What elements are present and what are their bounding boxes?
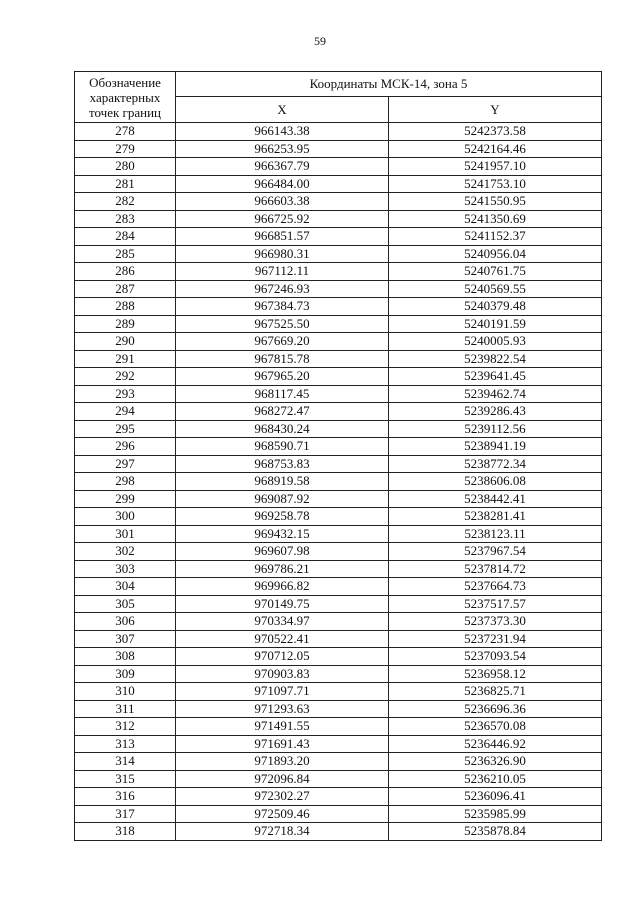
point-id-cell: 296 xyxy=(75,438,176,456)
table-row xyxy=(75,490,602,508)
x-coordinate-cell: 966367.79 xyxy=(176,158,389,176)
y-coordinate-cell: 5238941.19 xyxy=(389,438,602,456)
y-coordinate-cell: 5238442.41 xyxy=(389,490,602,508)
x-coordinate-cell: 970149.75 xyxy=(176,595,389,613)
table-row xyxy=(75,350,602,368)
table-row xyxy=(75,385,602,403)
table-row xyxy=(75,683,602,701)
x-coordinate-cell: 972096.84 xyxy=(176,770,389,788)
table-row xyxy=(75,403,602,421)
y-coordinate-cell: 5240761.75 xyxy=(389,263,602,281)
point-id-cell: 291 xyxy=(75,350,176,368)
x-coordinate-cell: 969432.15 xyxy=(176,525,389,543)
table-row xyxy=(75,700,602,718)
x-coordinate-cell: 970903.83 xyxy=(176,665,389,683)
table-row xyxy=(75,735,602,753)
table-row xyxy=(75,630,602,648)
point-id-cell: 310 xyxy=(75,683,176,701)
x-coordinate-cell: 966143.38 xyxy=(176,123,389,141)
x-coordinate-cell: 968919.58 xyxy=(176,473,389,491)
y-coordinate-cell: 5241753.10 xyxy=(389,175,602,193)
table-row xyxy=(75,175,602,193)
x-coordinate-cell: 971097.71 xyxy=(176,683,389,701)
table-row xyxy=(75,455,602,473)
point-id-cell: 313 xyxy=(75,735,176,753)
header-y: Y xyxy=(389,97,602,123)
y-coordinate-cell: 5238123.11 xyxy=(389,525,602,543)
x-coordinate-cell: 966980.31 xyxy=(176,245,389,263)
x-coordinate-cell: 966484.00 xyxy=(176,175,389,193)
y-coordinate-cell: 5236446.92 xyxy=(389,735,602,753)
header-point-name: Обозначение характерных точек границ xyxy=(75,72,176,123)
table-row xyxy=(75,473,602,491)
table-row xyxy=(75,315,602,333)
y-coordinate-cell: 5236958.12 xyxy=(389,665,602,683)
table-row xyxy=(75,438,602,456)
point-id-cell: 281 xyxy=(75,175,176,193)
x-coordinate-cell: 966725.92 xyxy=(176,210,389,228)
point-id-cell: 290 xyxy=(75,333,176,351)
point-id-cell: 295 xyxy=(75,420,176,438)
table-row xyxy=(75,228,602,246)
y-coordinate-cell: 5239641.45 xyxy=(389,368,602,386)
y-coordinate-cell: 5239112.56 xyxy=(389,420,602,438)
x-coordinate-cell: 970522.41 xyxy=(176,630,389,648)
y-coordinate-cell: 5237231.94 xyxy=(389,630,602,648)
y-coordinate-cell: 5240956.04 xyxy=(389,245,602,263)
table-row xyxy=(75,595,602,613)
point-id-cell: 302 xyxy=(75,543,176,561)
point-id-cell: 308 xyxy=(75,648,176,666)
x-coordinate-cell: 969786.21 xyxy=(176,560,389,578)
x-coordinate-cell: 969607.98 xyxy=(176,543,389,561)
coordinates-table xyxy=(74,71,602,841)
point-id-cell: 289 xyxy=(75,315,176,333)
y-coordinate-cell: 5237517.57 xyxy=(389,595,602,613)
point-id-cell: 284 xyxy=(75,228,176,246)
header-coordinates: Координаты МСК-14, зона 5 xyxy=(176,72,602,97)
x-coordinate-cell: 968272.47 xyxy=(176,403,389,421)
point-id-cell: 280 xyxy=(75,158,176,176)
point-id-cell: 307 xyxy=(75,630,176,648)
y-coordinate-cell: 5241957.10 xyxy=(389,158,602,176)
point-id-cell: 301 xyxy=(75,525,176,543)
x-coordinate-cell: 968590.71 xyxy=(176,438,389,456)
x-coordinate-cell: 967112.11 xyxy=(176,263,389,281)
table-row xyxy=(75,805,602,823)
y-coordinate-cell: 5237967.54 xyxy=(389,543,602,561)
x-coordinate-cell: 967246.93 xyxy=(176,280,389,298)
table-row xyxy=(75,333,602,351)
table-row xyxy=(75,158,602,176)
table-row xyxy=(75,210,602,228)
y-coordinate-cell: 5236696.36 xyxy=(389,700,602,718)
table-row xyxy=(75,578,602,596)
point-id-cell: 303 xyxy=(75,560,176,578)
x-coordinate-cell: 972509.46 xyxy=(176,805,389,823)
point-id-cell: 317 xyxy=(75,805,176,823)
point-id-cell: 278 xyxy=(75,123,176,141)
table-body xyxy=(75,123,602,841)
y-coordinate-cell: 5242164.46 xyxy=(389,140,602,158)
table-row xyxy=(75,718,602,736)
x-coordinate-cell: 971293.63 xyxy=(176,700,389,718)
x-coordinate-cell: 967669.20 xyxy=(176,333,389,351)
x-coordinate-cell: 972718.34 xyxy=(176,823,389,841)
table-row xyxy=(75,543,602,561)
y-coordinate-cell: 5235985.99 xyxy=(389,805,602,823)
y-coordinate-cell: 5236825.71 xyxy=(389,683,602,701)
y-coordinate-cell: 5240569.55 xyxy=(389,280,602,298)
table-row xyxy=(75,613,602,631)
y-coordinate-cell: 5237814.72 xyxy=(389,560,602,578)
point-id-cell: 309 xyxy=(75,665,176,683)
point-id-cell: 286 xyxy=(75,263,176,281)
table-row xyxy=(75,665,602,683)
x-coordinate-cell: 971893.20 xyxy=(176,753,389,771)
header-x: X xyxy=(176,97,389,123)
point-id-cell: 300 xyxy=(75,508,176,526)
point-id-cell: 285 xyxy=(75,245,176,263)
point-id-cell: 283 xyxy=(75,210,176,228)
y-coordinate-cell: 5235878.84 xyxy=(389,823,602,841)
x-coordinate-cell: 972302.27 xyxy=(176,788,389,806)
point-id-cell: 288 xyxy=(75,298,176,316)
x-coordinate-cell: 969087.92 xyxy=(176,490,389,508)
point-id-cell: 282 xyxy=(75,193,176,211)
x-coordinate-cell: 971691.43 xyxy=(176,735,389,753)
table-row xyxy=(75,788,602,806)
table-row xyxy=(75,823,602,841)
x-coordinate-cell: 969966.82 xyxy=(176,578,389,596)
point-id-cell: 293 xyxy=(75,385,176,403)
x-coordinate-cell: 967384.73 xyxy=(176,298,389,316)
point-id-cell: 279 xyxy=(75,140,176,158)
x-coordinate-cell: 968430.24 xyxy=(176,420,389,438)
x-coordinate-cell: 966603.38 xyxy=(176,193,389,211)
y-coordinate-cell: 5239286.43 xyxy=(389,403,602,421)
table-row xyxy=(75,140,602,158)
x-coordinate-cell: 969258.78 xyxy=(176,508,389,526)
x-coordinate-cell: 967525.50 xyxy=(176,315,389,333)
point-id-cell: 312 xyxy=(75,718,176,736)
y-coordinate-cell: 5237093.54 xyxy=(389,648,602,666)
y-coordinate-cell: 5238772.34 xyxy=(389,455,602,473)
y-coordinate-cell: 5240379.48 xyxy=(389,298,602,316)
table-row xyxy=(75,770,602,788)
page-number: 59 xyxy=(314,34,326,48)
point-id-cell: 299 xyxy=(75,490,176,508)
table-row xyxy=(75,525,602,543)
point-id-cell: 316 xyxy=(75,788,176,806)
y-coordinate-cell: 5236570.08 xyxy=(389,718,602,736)
point-id-cell: 287 xyxy=(75,280,176,298)
table-row xyxy=(75,298,602,316)
x-coordinate-cell: 968117.45 xyxy=(176,385,389,403)
table-row xyxy=(75,123,602,141)
y-coordinate-cell: 5238281.41 xyxy=(389,508,602,526)
table-row xyxy=(75,508,602,526)
table-row xyxy=(75,280,602,298)
point-id-cell: 311 xyxy=(75,700,176,718)
x-coordinate-cell: 968753.83 xyxy=(176,455,389,473)
point-id-cell: 304 xyxy=(75,578,176,596)
y-coordinate-cell: 5237373.30 xyxy=(389,613,602,631)
table-row xyxy=(75,263,602,281)
x-coordinate-cell: 970712.05 xyxy=(176,648,389,666)
table-row xyxy=(75,245,602,263)
y-coordinate-cell: 5237664.73 xyxy=(389,578,602,596)
x-coordinate-cell: 966851.57 xyxy=(176,228,389,246)
y-coordinate-cell: 5238606.08 xyxy=(389,473,602,491)
point-id-cell: 292 xyxy=(75,368,176,386)
y-coordinate-cell: 5236096.41 xyxy=(389,788,602,806)
y-coordinate-cell: 5236326.90 xyxy=(389,753,602,771)
point-id-cell: 306 xyxy=(75,613,176,631)
y-coordinate-cell: 5239462.74 xyxy=(389,385,602,403)
table-row xyxy=(75,560,602,578)
point-id-cell: 298 xyxy=(75,473,176,491)
x-coordinate-cell: 967965.20 xyxy=(176,368,389,386)
table-row xyxy=(75,420,602,438)
table-row xyxy=(75,648,602,666)
point-id-cell: 315 xyxy=(75,770,176,788)
y-coordinate-cell: 5240005.93 xyxy=(389,333,602,351)
point-id-cell: 305 xyxy=(75,595,176,613)
y-coordinate-cell: 5241152.37 xyxy=(389,228,602,246)
table-row xyxy=(75,368,602,386)
x-coordinate-cell: 970334.97 xyxy=(176,613,389,631)
x-coordinate-cell: 971491.55 xyxy=(176,718,389,736)
y-coordinate-cell: 5241350.69 xyxy=(389,210,602,228)
point-id-cell: 297 xyxy=(75,455,176,473)
y-coordinate-cell: 5236210.05 xyxy=(389,770,602,788)
x-coordinate-cell: 966253.95 xyxy=(176,140,389,158)
table-row xyxy=(75,753,602,771)
point-id-cell: 318 xyxy=(75,823,176,841)
y-coordinate-cell: 5242373.58 xyxy=(389,123,602,141)
y-coordinate-cell: 5241550.95 xyxy=(389,193,602,211)
y-coordinate-cell: 5239822.54 xyxy=(389,350,602,368)
y-coordinate-cell: 5240191.59 xyxy=(389,315,602,333)
x-coordinate-cell: 967815.78 xyxy=(176,350,389,368)
table-row xyxy=(75,193,602,211)
point-id-cell: 294 xyxy=(75,403,176,421)
point-id-cell: 314 xyxy=(75,753,176,771)
